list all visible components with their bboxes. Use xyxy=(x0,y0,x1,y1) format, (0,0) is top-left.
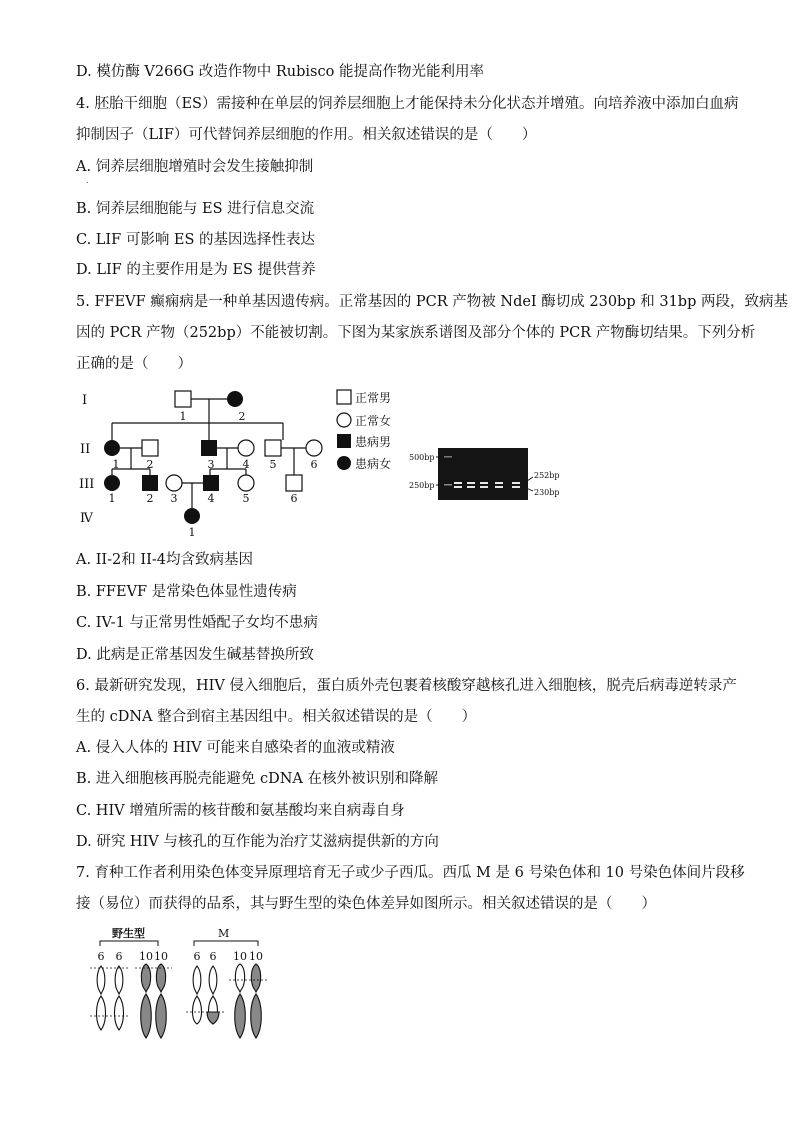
q4-option-b: B. 饲养层细胞能与 ES 进行信息交流 xyxy=(76,201,315,217)
legend-normal-female: 正常女 xyxy=(355,414,392,428)
wild-chr6-label: 6 xyxy=(115,950,123,963)
legend-affected-male: 患病男 xyxy=(355,435,392,449)
ind-label: 5 xyxy=(242,492,250,505)
m-chr6-translocated-tip xyxy=(207,1012,219,1024)
marker-250-label: 250bp xyxy=(409,481,435,490)
wild-chr10 xyxy=(141,964,150,992)
gel-band xyxy=(495,482,503,484)
legend-normal-male: 正常男 xyxy=(355,391,392,405)
q6-stem-line2: 生的 cDNA 整合到宿主基因组中。相关叙述错误的是（ ） xyxy=(76,709,477,725)
wild-chr6 xyxy=(97,966,105,994)
ind-label: 1 xyxy=(112,458,120,471)
gel-band xyxy=(467,486,475,488)
wild-chr6-label: 6 xyxy=(97,950,105,963)
gen-label-4: Ⅳ xyxy=(80,511,93,526)
band-230-label: 230bp xyxy=(534,488,560,497)
m-chr10 xyxy=(235,994,246,1038)
q6-option-a: A. 侵入人体的 HIV 可能来自感染者的血液或精液 xyxy=(76,740,395,756)
q7-stem-line2: 接（易位）而获得的品系，其与野生型的染色体差异如图所示。相关叙述错误的是（ ） xyxy=(76,896,656,912)
q5-stem-line2: 因的 PCR 产物（252bp）不能被切割。下图为某家族系谱图及部分个体的 PCR 产物酶切结果。下列分析 xyxy=(76,325,756,341)
gel-band xyxy=(454,486,462,488)
gel-image xyxy=(406,446,566,504)
gen-label-1: I xyxy=(82,393,88,408)
wild-chr10 xyxy=(141,994,152,1038)
marker-band xyxy=(444,484,452,486)
ind-label: 5 xyxy=(269,458,277,471)
gel-band xyxy=(512,486,520,488)
q7-stem-line1: 7. 育种工作者利用染色体变异原理培育无子或少子西瓜。西瓜 M 是 6 号染色体和 10 号染色体间片段移 xyxy=(76,865,745,881)
q4-option-c: C. LIF 可影响 ES 的基因选择性表达 xyxy=(76,232,316,248)
q4-stem-line2: 抑制因子（LIF）可代替饲养层细胞的作用。相关叙述错误的是（ ） xyxy=(76,127,537,143)
gen-label-2: II xyxy=(80,442,91,457)
q5-option-c: C. IV-1 与正常男性婚配子女均不患病 xyxy=(76,615,318,631)
wild-chr6 xyxy=(115,966,123,994)
ind-label: 2 xyxy=(238,410,246,423)
q6-option-d: D. 研究 HIV 与核孔的互作能为治疗艾滋病提供新的方向 xyxy=(76,834,439,850)
q6-option-b: B. 进入细胞核再脱壳能避免 cDNA 在核外被识别和降解 xyxy=(76,771,438,787)
gen-label-3: III xyxy=(79,477,95,492)
m-chr6 xyxy=(209,966,217,994)
group-wild-label: 野生型 xyxy=(112,927,145,940)
wild-chr6 xyxy=(97,996,106,1030)
gel-band xyxy=(467,482,475,484)
m-chr6 xyxy=(193,966,201,994)
marker-band xyxy=(444,456,452,458)
gel-band xyxy=(480,482,488,484)
m-chr10 xyxy=(235,964,244,992)
gel-band xyxy=(454,482,462,484)
pedigree-chart xyxy=(70,382,410,542)
ind-label: 2 xyxy=(146,492,154,505)
ind-label: 6 xyxy=(290,492,298,505)
legend-affected-female: 患病女 xyxy=(355,457,392,471)
ind-label: 1 xyxy=(188,526,196,539)
q5-stem-line3: 正确的是（ ） xyxy=(76,356,192,372)
group-m-label: M xyxy=(218,927,230,940)
q4-stem-line1: 4. 胚胎干细胞（ES）需接种在单层的饲养层细胞上才能保持未分化状态并增殖。向培养液中添加白血病 xyxy=(76,96,739,112)
m-chr10 xyxy=(251,964,260,992)
wild-chr10-label: 10 xyxy=(154,950,168,963)
q5-option-d: D. 此病是正常基因发生碱基替换所致 xyxy=(76,647,314,663)
gel-background xyxy=(438,448,528,500)
marker-500-label: 500bp xyxy=(409,453,435,462)
q5-stem-line1: 5. FFEVF 癫痫病是一种单基因遗传病。正常基因的 PCR 产物被 NdeI 酶切成 230bp 和 31bp 两段，致病基 xyxy=(76,294,788,310)
gel-band xyxy=(495,486,503,488)
chromosome-figure xyxy=(86,924,276,1044)
ind-label: 1 xyxy=(179,410,187,423)
gel-band xyxy=(512,482,520,484)
m-chr6 xyxy=(193,996,202,1024)
gel-band xyxy=(480,486,488,488)
ind-label: 3 xyxy=(170,492,178,505)
q5-option-a: A. II-2和 II-4均含致病基因 xyxy=(76,552,253,568)
q4-option-a: A. 饲养层细胞增殖时会发生接触抑制 xyxy=(76,159,314,175)
q5-option-b: B. FFEVF 是常染色体显性遗传病 xyxy=(76,584,297,600)
wild-chr6 xyxy=(115,996,124,1030)
ind-label: 3 xyxy=(207,458,215,471)
m-chr10-label: 10 xyxy=(233,950,247,963)
ind-label: 1 xyxy=(108,492,116,505)
ind-label: 4 xyxy=(207,492,215,505)
wild-chr10 xyxy=(156,994,167,1038)
ind-label: 4 xyxy=(242,458,250,471)
m-chr6-label: 6 xyxy=(209,950,217,963)
m-chr6-label: 6 xyxy=(193,950,201,963)
band-252-label: 252bp xyxy=(534,471,560,480)
ind-label: 6 xyxy=(310,458,318,471)
q6-stem-line1: 6. 最新研究发现，HIV 侵入细胞后，蛋白质外壳包裹着核酸穿越核孔进入细胞核，脱壳后病毒逆转录产 xyxy=(76,678,737,694)
q4-option-d: D. LIF 的主要作用是为 ES 提供营养 xyxy=(76,262,316,278)
stray-dot: . xyxy=(86,176,89,185)
q3-option-d: D. 模仿酶 V266G 改造作物中 Rubisco 能提高作物光能利用率 xyxy=(76,64,484,80)
ind-label: 2 xyxy=(146,458,154,471)
wild-chr10-label: 10 xyxy=(139,950,153,963)
m-chr10-label: 10 xyxy=(249,950,263,963)
m-chr10 xyxy=(251,994,262,1038)
q6-option-c: C. HIV 增殖所需的核苷酸和氨基酸均来自病毒自身 xyxy=(76,803,405,819)
